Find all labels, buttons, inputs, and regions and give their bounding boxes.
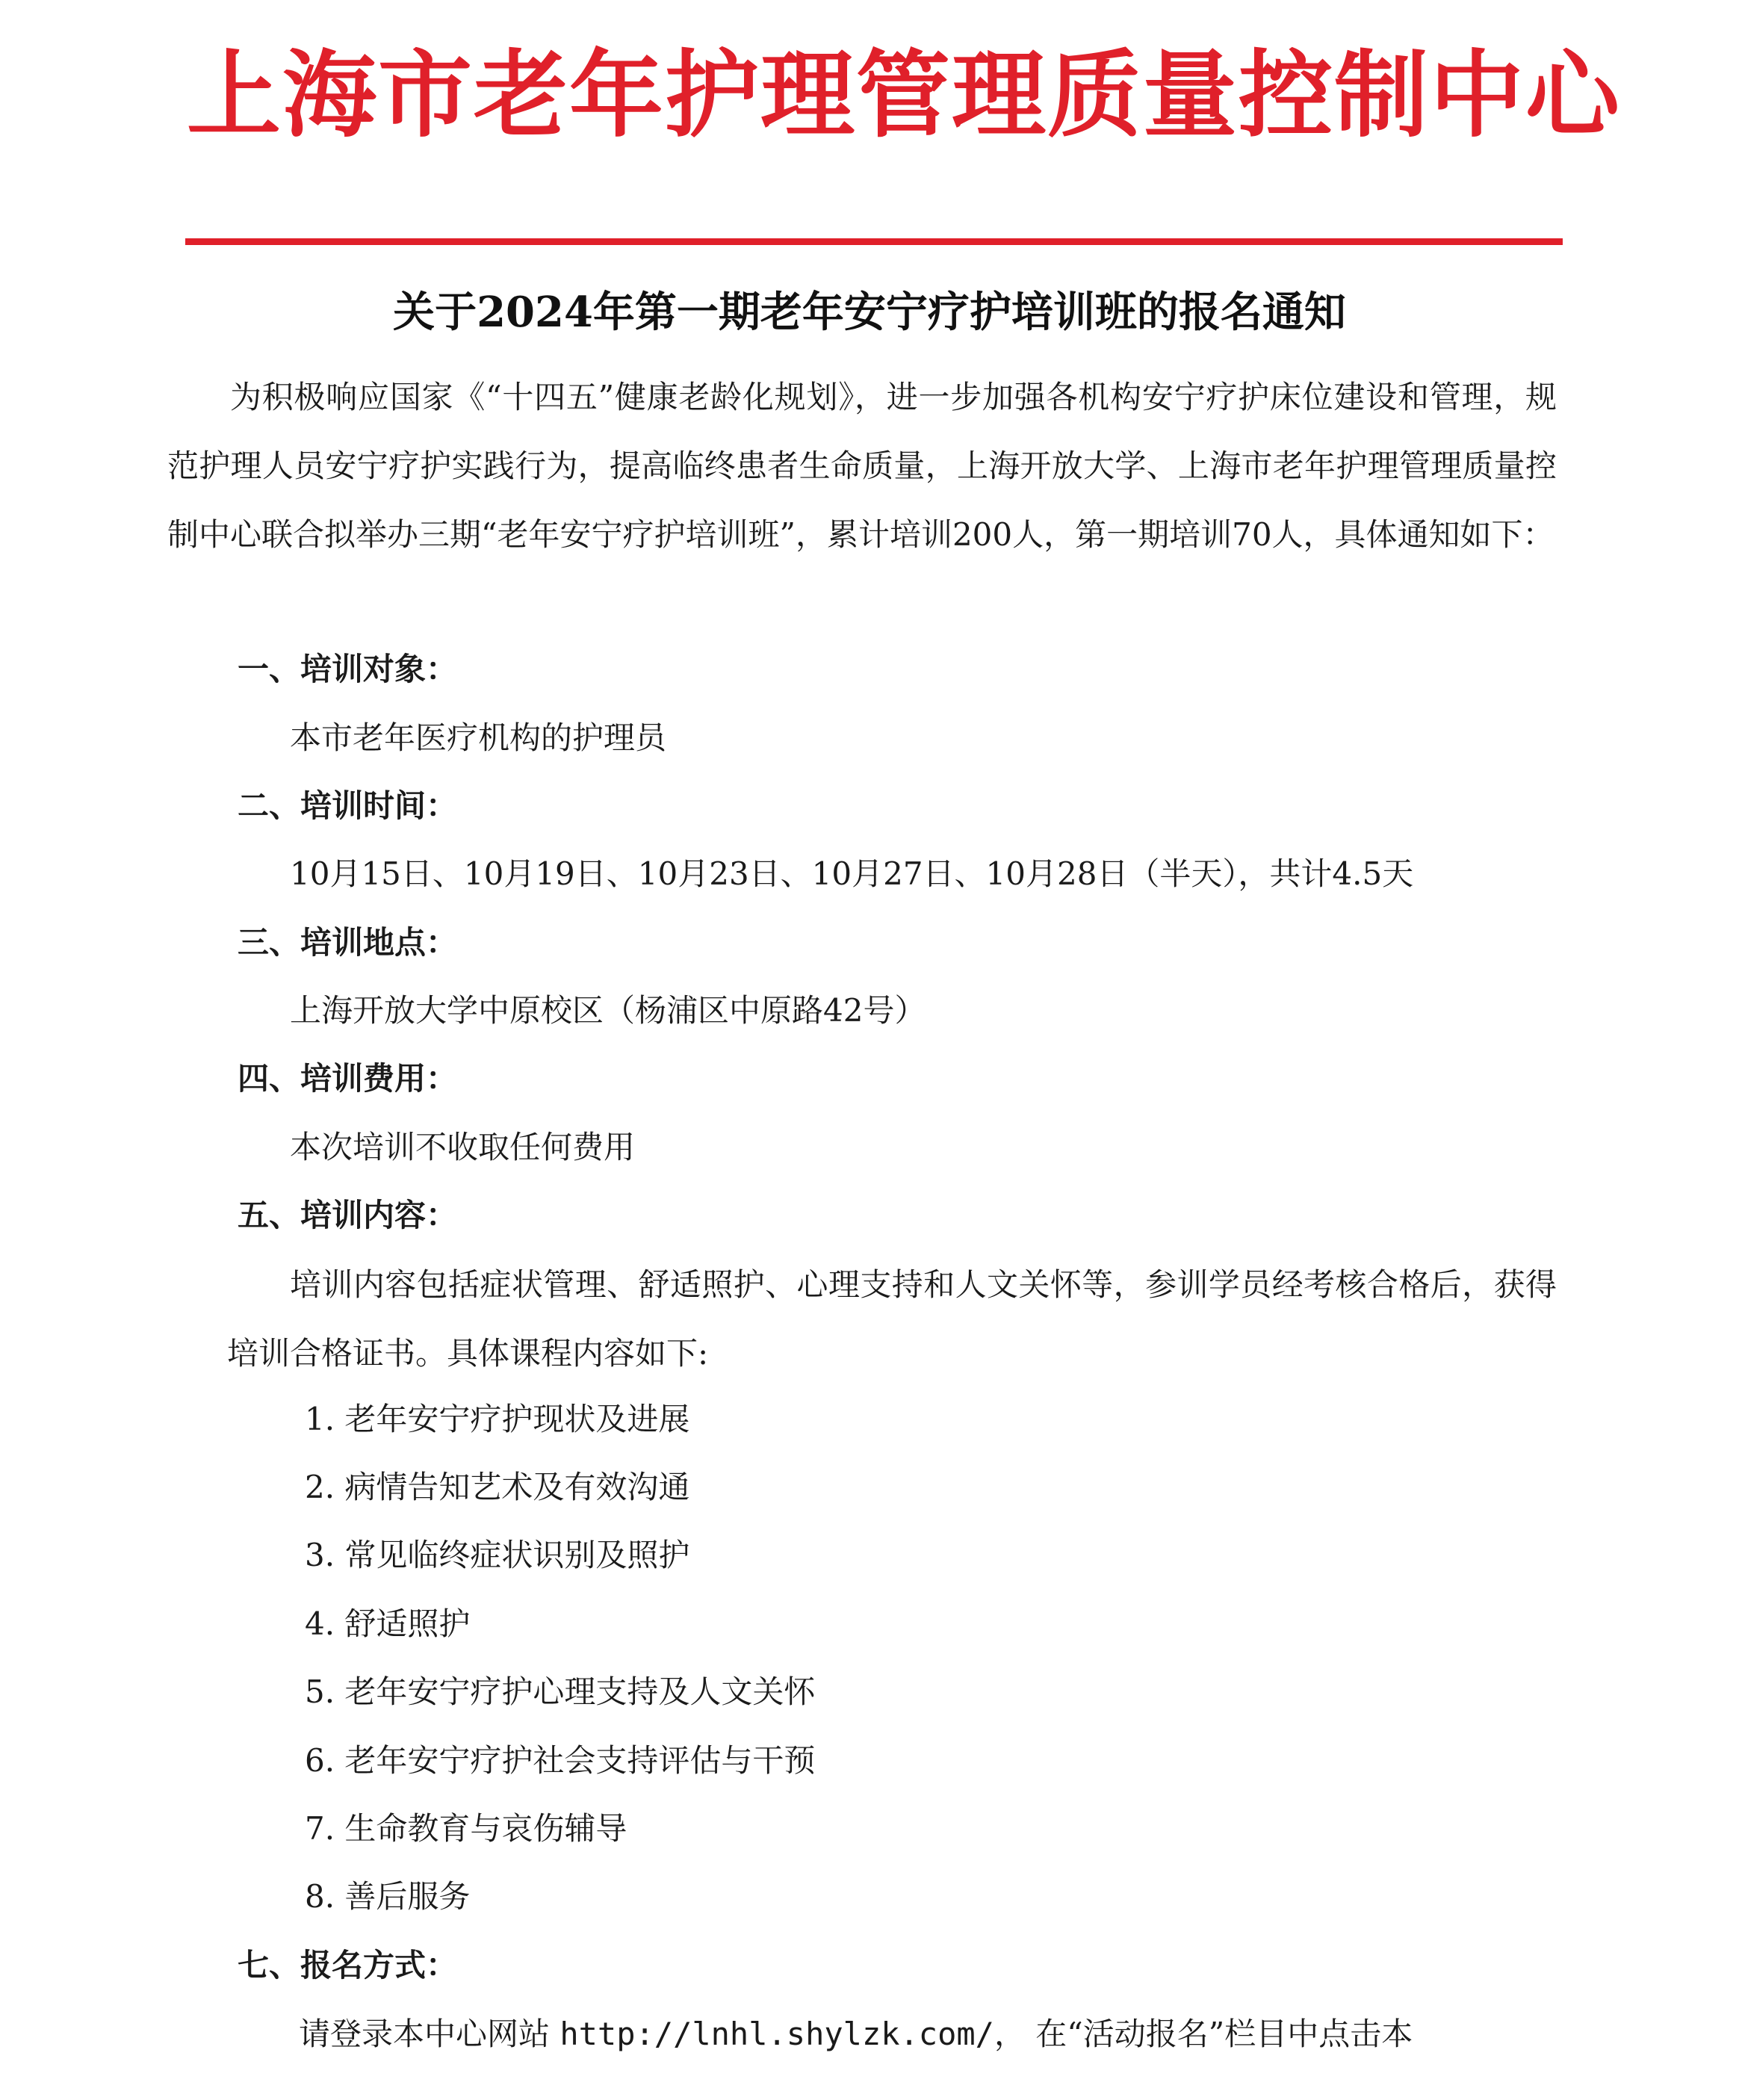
section-body-location: 上海开放大学中原校区（杨浦区中原路42号） [290,992,926,1029]
course-item: 4. 舒适照护 [305,1605,471,1642]
course-item: 6. 老年安宁疗护社会支持评估与干预 [305,1742,816,1779]
course-item: 8. 善后服务 [305,1878,471,1915]
organization-masthead: 上海市老年护理管理质量控制中心 [187,40,1621,150]
registration-text-before: 请登录本中心网站 [299,2016,560,2052]
registration-text-after: ， 在“活动报名”栏目中点击本 [994,2016,1413,2052]
course-item: 1. 老年安宁疗护现状及进展 [305,1401,690,1437]
registration-instruction [299,2004,1413,2064]
section-heading-location: 三、培训地点： [238,924,458,961]
course-item: 3. 常见临终症状识别及照护 [305,1537,690,1573]
course-item: 2. 病情告知艺术及有效沟通 [305,1469,690,1505]
section-heading-time: 二、培训时间： [238,787,458,824]
section-body-time: 10月15日、10月19日、10月23日、10月27日、10月28日（半天），共计4.5天 [290,855,1414,892]
section-body-fee: 本次培训不收取任何费用 [290,1129,636,1165]
registration-website-link[interactable]: http://lnhl.shylzk.com/ [559,2016,994,2052]
section-heading-target: 一、培训对象： [238,651,458,687]
intro-paragraph: 为积极响应国家《“十四五”健康老龄化规划》，进一步加强各机构安宁疗护床位建设和管理，规范护理人员安宁疗护实践行为，提高临终患者生命质量，上海开放大学、上海市老年护理管理质量控制中心联合拟举办三期“老年安宁疗护培训班”，累计培训200人，第一期培训70人，具体通知如下： [167,379,1557,553]
red-divider-rule [185,238,1563,245]
section-heading-registration: 七、报名方式： [238,1947,458,1983]
section-heading-fee: 四、培训费用： [238,1060,458,1097]
notice-title: 关于2024年第一期老年安宁疗护培训班的报名通知 [393,288,1346,337]
section-heading-content: 五、培训内容： [238,1197,458,1233]
content-intro-paragraph: 培训内容包括症状管理、舒适照护、心理支持和人文关怀等，参训学员经考核合格后，获得培训合格证书。具体课程内容如下: [227,1266,1557,1372]
section-body-target: 本市老年医疗机构的护理员 [290,719,667,756]
course-item: 5. 老年安宁疗护心理支持及人文关怀 [305,1673,816,1710]
course-item: 7. 生命教育与哀伤辅导 [305,1810,627,1847]
